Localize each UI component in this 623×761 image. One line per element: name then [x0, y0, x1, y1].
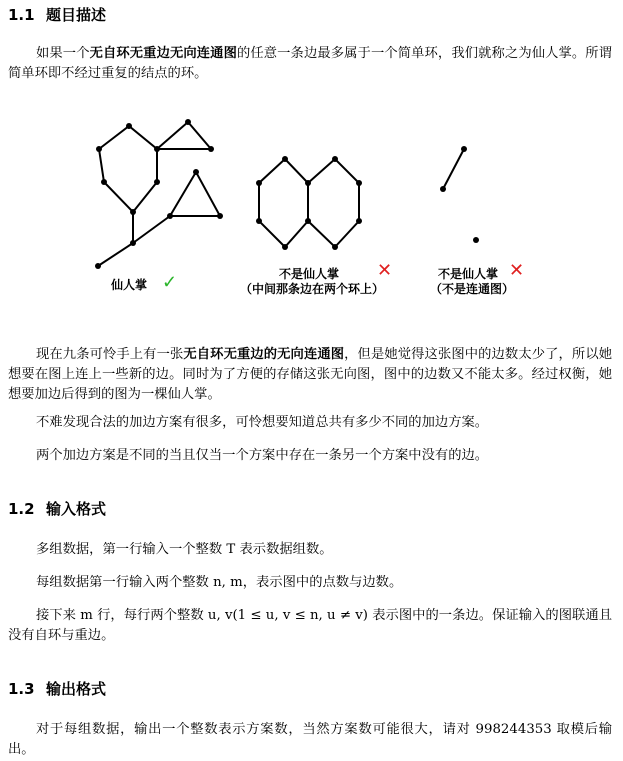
- node: [282, 244, 288, 250]
- node: [305, 218, 311, 224]
- edge: [133, 216, 170, 243]
- caption-not-cactus-1: [240, 267, 385, 297]
- text-run: 现在九条可怜手上有一张: [36, 347, 184, 362]
- section-number: 1.1: [8, 6, 35, 24]
- caption-not-cactus-2: [430, 267, 515, 297]
- node: [473, 237, 479, 243]
- bold-term: 无自环无重边无向连通图: [89, 46, 237, 61]
- caption-line: 不是仙人掌: [278, 267, 339, 281]
- graph-edges: [98, 122, 464, 266]
- node: [154, 179, 160, 185]
- section-title: 输入格式: [46, 500, 107, 518]
- node: [185, 119, 191, 125]
- section-heading-output: [8, 678, 106, 699]
- edge: [443, 149, 464, 189]
- node: [126, 123, 132, 129]
- node: [356, 218, 362, 224]
- cross-icon: ✕: [377, 260, 393, 281]
- triangle-cycle-top: [157, 122, 211, 149]
- text-run: 如果一个: [36, 46, 90, 61]
- left-hexagon: [259, 159, 308, 247]
- caption-line: （中间那条边在两个环上）: [240, 282, 385, 296]
- node: [332, 156, 338, 162]
- triangle-cycle-bottom: [170, 172, 220, 216]
- node: [461, 146, 467, 152]
- node: [130, 209, 136, 215]
- section-title: 题目描述: [46, 6, 107, 24]
- cross-icon: ✕: [509, 260, 525, 281]
- output-paragraph-1: 对于每组数据，输出一个整数表示方案数，当然方案数可能很大，请对 998244353 取模后输出。: [8, 722, 612, 757]
- node: [356, 180, 362, 186]
- node: [130, 240, 136, 246]
- edge: [98, 243, 133, 266]
- description-paragraph-2: [8, 345, 612, 405]
- section-heading-input: [8, 498, 106, 519]
- input-paragraph-2: 每组数据第一行输入两个整数 n, m，表示图中的点数与边数。: [36, 575, 403, 590]
- caption-cactus: 仙人掌: [111, 278, 148, 292]
- input-paragraph-1: 多组数据，第一行输入一个整数 T 表示数据组数。: [36, 542, 333, 557]
- description-paragraph-3: 不难发现合法的加边方案有很多，可怜想要知道总共有多少不同的加边方案。: [36, 415, 489, 430]
- input-paragraph-3: 接下来 m 行，每行两个整数 u, v(1 ≤ u, v ≤ n, u ≠ v) 表示图中的一条边。保证输入的图联通且没有自环与重边。: [8, 608, 612, 643]
- graph-nodes: [95, 119, 479, 269]
- node: [154, 146, 160, 152]
- check-icon: ✓: [162, 272, 178, 293]
- node: [256, 180, 262, 186]
- node: [208, 146, 214, 152]
- node: [101, 179, 107, 185]
- node: [217, 213, 223, 219]
- section-number: 1.3: [8, 680, 35, 698]
- node: [256, 218, 262, 224]
- text-run: 的任意一条边最多属于一个简单环，我们就称之为仙人掌。所谓简单环即不经过重复的结点的环。: [8, 46, 613, 81]
- node: [167, 213, 173, 219]
- node: [305, 180, 311, 186]
- caption-line: （不是连通图）: [430, 282, 515, 296]
- section-number: 1.2: [8, 500, 35, 518]
- text-run: ，但是她觉得这张图中的边数太少了，所以她想要在图上连上一些新的边。同时为了方便的存储这张无向图，图中的边数又不能太多。经过权衡，她想要加边后得到的图为一棵仙人掌。: [8, 347, 613, 402]
- node: [193, 169, 199, 175]
- node: [282, 156, 288, 162]
- description-paragraph-4: 两个加边方案是不同的当且仅当一个方案中存在一条另一个方案中没有的边。: [36, 448, 489, 463]
- bold-term: 无自环无重边的无向连通图: [183, 347, 345, 362]
- node: [332, 244, 338, 250]
- node: [96, 146, 102, 152]
- hexagon-cycle: [99, 126, 157, 212]
- section-title: 输出格式: [46, 680, 107, 698]
- right-hexagon: [308, 159, 359, 247]
- node: [95, 263, 101, 269]
- node: [440, 186, 446, 192]
- caption-line: 不是仙人掌: [437, 267, 498, 281]
